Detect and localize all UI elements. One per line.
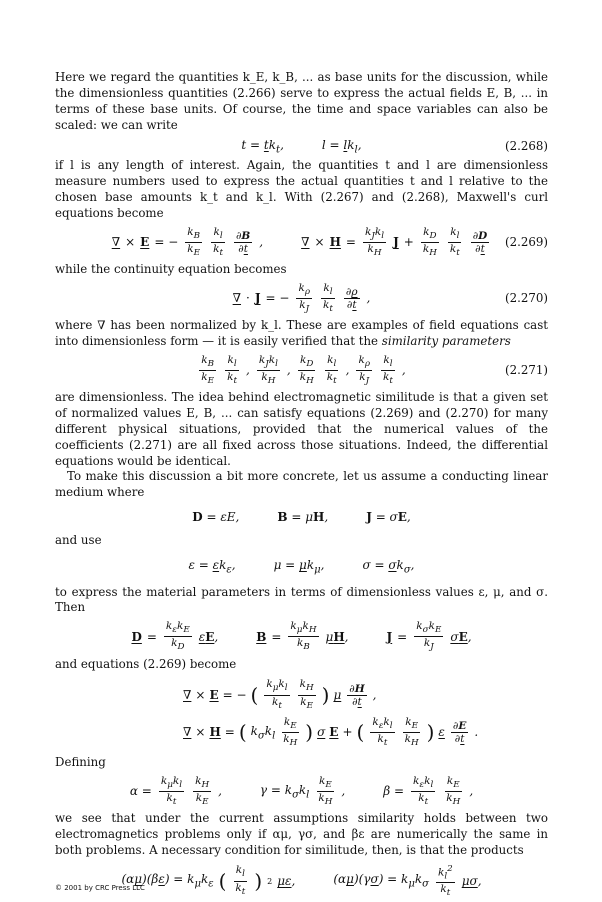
paragraph: where ∇ has been normalized by k_l. These are examples of field equations cast into dimensionless form — it is easily verified that the similarity parameters: [55, 317, 548, 348]
paragraph: are dimensionless. The idea behind electromagnetic similitude is that a given set of normalized values E, B, ... can satisfy equations (2.269) and (2.270) for many different physical situations, provided that the numerical values of the coefficients (2.271) are all fixed across those situations. Indeed, the differential equations would be identical.: [55, 389, 548, 468]
paragraph: if l is any length of interest. Again, the quantities t and l are dimensionless measure numbers used to express the actual quantities t and l relative to the chosen base amounts k_t and k_l. With (2.267) and (2.268), Maxwell's curl equations become: [55, 158, 548, 220]
equation-2271: $\frac{k_B}{k_E}$ $\frac{k_l}{k_t}$ , $\frac{k_Jk_l}{k_H}$ , $\frac{k_D}{k_H}$ $\frac{k_l}{k_t}$ , $\frac{k_\rho}{k_J}$ $\frac{k_l}{k_t}$ , (2.271): [201, 353, 548, 386]
paragraph: we see that under the current assumptions similarity holds between two electromagnetics problems only if αμ, γσ, and βε are numerically the same in both problems. A necessary condition for similitude, then, is that the products: [55, 810, 548, 857]
equation-constitutive: D = εE, B = μH, J = σE,: [192, 510, 411, 525]
equation-products: $(\alpha\mu)(\beta\varepsilon) = k_\mu k_\varepsilon$ ( $\frac{k_l}{k_t}$ ) 2 με, $(\alpha\mu)(\gamma\sigma) = k_\mu k_\sigma$ $\frac{k_l^2}{k_t}$ μσ,: [121, 863, 482, 899]
equation-number: (2.271): [505, 363, 548, 378]
equation-number: (2.269): [505, 235, 548, 250]
equation-normalized-constitutive: D = $\frac{k_\varepsilon k_E}{k_D}$ εE, B = $\frac{k_\mu k_H}{k_B}$ μH, J = $\frac{k_\sigma k_E}{k_J}$ σE,: [131, 620, 472, 653]
paragraph: Here we regard the quantities k_E, k_B, ... as base units for the discussion, while the dimensionless quantities (2.266) serve to express the actual fields E, B, ... in terms of these base units. Of course, the time and space variables can also be scaled: we can write: [55, 70, 548, 132]
copyright-footer: © 2001 by CRC Press LLC: [55, 884, 145, 892]
equation-2270: ∇ · J = − $\frac{k_\rho}{k_J}$ $\frac{k_l}{k_t}$ $\frac{\partial\rho}{\partial t}$ , (2.270): [232, 281, 548, 314]
paragraph: and use: [55, 533, 102, 548]
equation-number: (2.270): [505, 291, 548, 306]
paragraph: Defining: [55, 754, 106, 769]
equation-2268: $t = tk_t$, $l = lk_l$, (2.268): [241, 137, 548, 156]
equation-2269: ∇ × E = − $\frac{k_B}{k_E}$ $\frac{k_l}{k_t}$ $\frac{\partial B}{\partial t}$ , ∇ × H = $\frac{k_Jk_l}{k_H}$ J + $\frac{k_D}{k_H}$ $\frac{k_l}{k_t}$ $\frac{\partial D}{\partial t}$ (2.269): [111, 225, 548, 258]
paragraph: to express the material parameters in terms of dimensionless values ε, μ, and σ. Then: [55, 584, 548, 615]
equation-definitions: α = $\frac{k_\mu k_l}{k_t}$ $\frac{k_H}{k_E}$ , $\gamma = k_\sigma k_l$ $\frac{k_E}{k_H}$ , β = $\frac{k_\varepsilon k_l}{k_t}$ $\frac{k_E}{k_H}$ ,: [129, 774, 474, 807]
paragraph: To make this discussion a bit more concrete, let us assume a conducting linear medium where: [55, 469, 548, 500]
paragraph: while the continuity equation becomes: [55, 261, 287, 276]
paragraph: and equations (2.269) become: [55, 656, 237, 671]
equation-number: (2.268): [505, 139, 548, 154]
equation-curl-normalized: ∇ × E = − ( $\frac{k_\mu k_l}{k_t}$ $\frac{k_H}{k_E}$ ) μ $\frac{\partial H}{\partial t}$ , ∇ × H = ( $k_\sigma k_l$ $\frac{k_E}{k_H}$ ) σ E + ( $\frac{k_\varepsilon k_l}{k_t}$ $\frac{k_E}{k_H}$ ) ε $\frac{\partial E}{\partial t}$ .: [183, 678, 479, 748]
equation-material-scaling: $\varepsilon = \varepsilon k_\varepsilon$, $\mu = \mu k_\mu$, $\sigma = \sigma k_\sigma$,: [188, 558, 415, 576]
page-content: [55, 70, 548, 902]
